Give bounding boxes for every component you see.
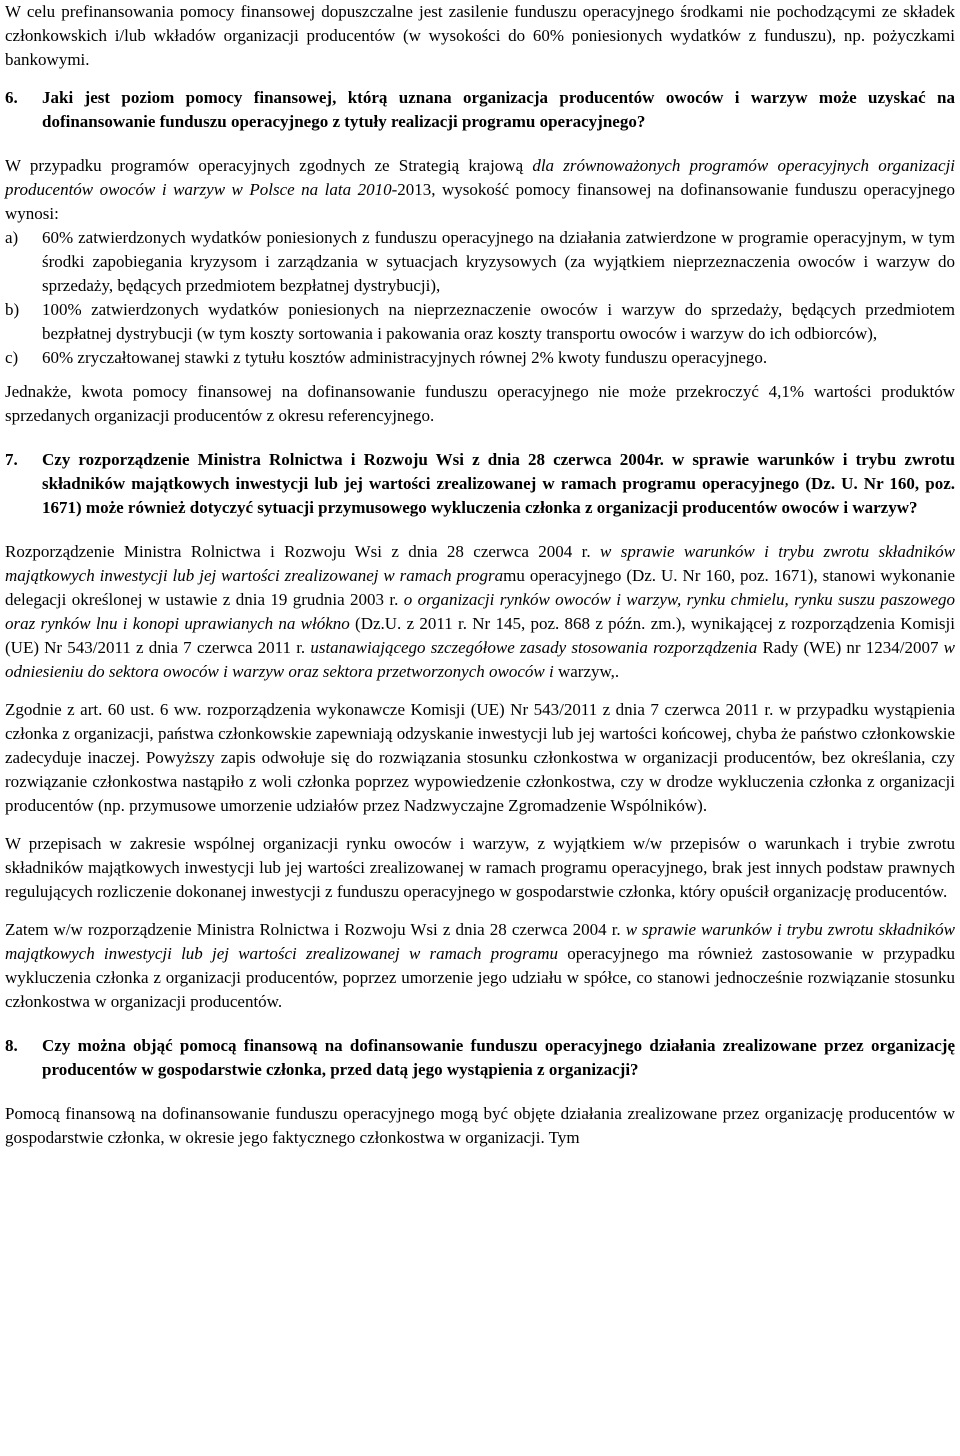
list-marker: c) bbox=[5, 348, 19, 367]
answer-7-text-a: Rozporządzenie Ministra Rolnictwa i Rozwoju Wsi z dnia 28 czerwca 2004 r. bbox=[5, 542, 601, 561]
intro-paragraph: W celu prefinansowania pomocy finansowej dopuszczalne jest zasilenie funduszu operacyjnego środkami nie pochodzącymi ze składek członkowskich i/lub wkładów organizacji producentów (w wysokości do 60% poniesionych wydatków z funduszu), np. pożyczkami bankowymi. bbox=[5, 2, 955, 69]
question-7 bbox=[5, 448, 955, 520]
answer-6-paragraph-1 bbox=[5, 154, 955, 226]
answer-7-p4-italic: w sprawie warunków i trybu zwrotu składników majątkowych inwestycji lub jej wartości zrealizowanej w ramach programu bbox=[5, 920, 956, 963]
answer-7-text-e: warzyw,. bbox=[553, 662, 620, 681]
answer-7-italic-3: ustanawiającego szczegółowe zasady stosowania rozporządzenia bbox=[310, 638, 758, 657]
answer-7-p4-text-a: Zatem w/w rozporządzenie Ministra Rolnictwa i Rozwoju Wsi z dnia 28 czerwca 2004 r. bbox=[5, 920, 626, 939]
answer-6-paragraph-2: Jednakże, kwota pomocy finansowej na dofinansowanie funduszu operacyjnego nie może przekroczyć 4,1% wartości produktów sprzedanych organizacji producentów z okresu referencyjnego. bbox=[5, 382, 955, 425]
answer-7-paragraph-2: Zgodnie z art. 60 ust. 6 ww. rozporządzenia wykonawcze Komisji (UE) Nr 543/2011 z dnia 7 czerwca 2011 r. w przypadku wystąpienia członka z organizacji, państwa członkowskie zapewniają odzyskanie inwestycji lub jej wartości końcowej, chyba że państwo członkowskie zadecyduje inaczej. Powyższy zapis odwołuje się do rozwiązania stosunku członkostwa w organizacji producentów, bez określania, czy rozwiązanie członkostwa nastąpiło z woli członka poprzez wypowiedzenie członkostwa, czy w drodze wykluczenia członka z organizacji producentów (np. przymusowe umorzenie udziałów przez Nadzwyczajne Zgromadzenie Wspólników). bbox=[5, 700, 955, 815]
list-item bbox=[5, 226, 955, 298]
question-8 bbox=[5, 1034, 955, 1082]
answer-6-text-a: W przypadku programów operacyjnych zgodnych ze Strategią krajową bbox=[5, 156, 533, 175]
question-6 bbox=[5, 86, 955, 134]
answer-7-text-c: (Dz.U. z 2011 r. Nr 145, poz. 868 z późn. zm.), wynikającej z rozporządzenia Komisji (UE) Nr 543/2011 z dnia 7 czerwca 2011 r. bbox=[5, 614, 955, 657]
list-item bbox=[5, 346, 955, 370]
answer-7-italic-4: w odniesieniu do sektora owoców i warzyw oraz sektora przetworzonych owoców i bbox=[5, 638, 955, 681]
answer-6-text-b: -2013, wysokość pomocy finansowej na dofinansowanie funduszu operacyjnego wynosi: bbox=[5, 180, 955, 223]
answer-7-italic-2: o organizacji rynków owoców i warzyw, rynku chmielu, rynku suszu paszowego oraz rynków lnu i konopi uprawianych na włókno bbox=[5, 590, 955, 633]
answer-6-list bbox=[5, 226, 955, 370]
answer-7-text-b: mu operacyjnego (Dz. U. Nr 160, poz. 1671), stanowi wykonanie delegacji określonej w ustawie z dnia 19 grudnia 2003 r. bbox=[5, 566, 956, 609]
question-7-number: 7. bbox=[5, 450, 18, 469]
answer-7-paragraph-3: W przepisach w zakresie wspólnej organizacji rynku owoców i warzyw, z wyjątkiem w/w przepisów o warunkach i trybie zwrotu składników majątkowych inwestycji lub jej wartości zrealizowanej w ramach programu operacyjnego, brak jest innych podstaw prawnych regulujących rozliczenie dokonanej inwestycji z funduszu operacyjnego w gospodarstwie członka, który opuścił organizację producentów. bbox=[5, 834, 955, 901]
answer-7-paragraph-4 bbox=[5, 918, 955, 1014]
document-page bbox=[5, 0, 955, 1150]
question-6-text: Jaki jest poziom pomocy finansowej, którą uznana organizacja producentów owoców i warzyw może uzyskać na dofinansowanie funduszu operacyjnego z tytuły realizacji programu operacyjnego? bbox=[42, 88, 955, 131]
answer-7-italic-1: w sprawie warunków i trybu zwrotu składników majątkowych inwestycji lub jej wartości zrealizowanej w ramach progra bbox=[5, 542, 955, 585]
list-text: 100% zatwierdzonych wydatków poniesionych na nieprzeznaczenie owoców i warzyw do sprzedaży, będących przedmiotem bezpłatnej dystrybucji (w tym koszty sortowania i pakowania oraz koszty transportu owoców i warzyw do ich odbiorców), bbox=[42, 300, 955, 343]
list-text: 60% zatwierdzonych wydatków poniesionych z funduszu operacyjnego na działania zatwierdzone w programie operacyjnym, w tym środki zapobiegania kryzysom i zarządzania w sytuacjach kryzysowych (za wyjątkiem nieprzeznaczenia owoców i warzyw do sprzedaży, będących przedmiotem bezpłatnej dystrybucji), bbox=[42, 228, 955, 295]
answer-6-italic: dla zrównoważonych programów operacyjnych organizacji producentów owoców i warzyw w Polsce na lata 2010 bbox=[5, 156, 956, 199]
question-8-number: 8. bbox=[5, 1036, 18, 1055]
answer-7-paragraph-1 bbox=[5, 540, 955, 684]
question-6-number: 6. bbox=[5, 88, 18, 107]
answer-7-text-d: Rady (WE) nr 1234/2007 bbox=[757, 638, 944, 657]
answer-7-p4-text-b: operacyjnego ma również zastosowanie w przypadku wykluczenia członka z organizacji producentów, poprzez umorzenie jego udziału w spółce, co stanowi jednocześnie rozwiązanie stosunku członkostwa w organizacji producentów. bbox=[5, 944, 955, 1011]
list-marker: a) bbox=[5, 228, 19, 247]
answer-8-paragraph-1: Pomocą finansową na dofinansowanie funduszu operacyjnego mogą być objęte działania zrealizowane przez organizację producentów w gospodarstwie członka, w okresie jego faktycznego członkostwa w organizacji. Tym bbox=[5, 1104, 955, 1147]
list-item bbox=[5, 298, 955, 346]
question-8-text: Czy można objąć pomocą finansową na dofinansowanie funduszu operacyjnego działania zrealizowane przez organizację producentów w gospodarstwie członka, przed datą jego wystąpienia z organizacji? bbox=[42, 1036, 955, 1079]
list-marker: b) bbox=[5, 300, 20, 319]
list-text: 60% zryczałtowanej stawki z tytułu kosztów administracyjnych równej 2% kwoty funduszu operacyjnego. bbox=[42, 348, 768, 367]
question-7-text: Czy rozporządzenie Ministra Rolnictwa i Rozwoju Wsi z dnia 28 czerwca 2004r. w sprawie warunków i trybu zwrotu składników majątkowych inwestycji lub jej wartości zrealizowanej w ramach programu operacyjnego (Dz. U. Nr 160, poz. 1671) może również dotyczyć sytuacji przymusowego wykluczenia członka z organizacji producentów owoców i warzyw? bbox=[42, 450, 955, 517]
